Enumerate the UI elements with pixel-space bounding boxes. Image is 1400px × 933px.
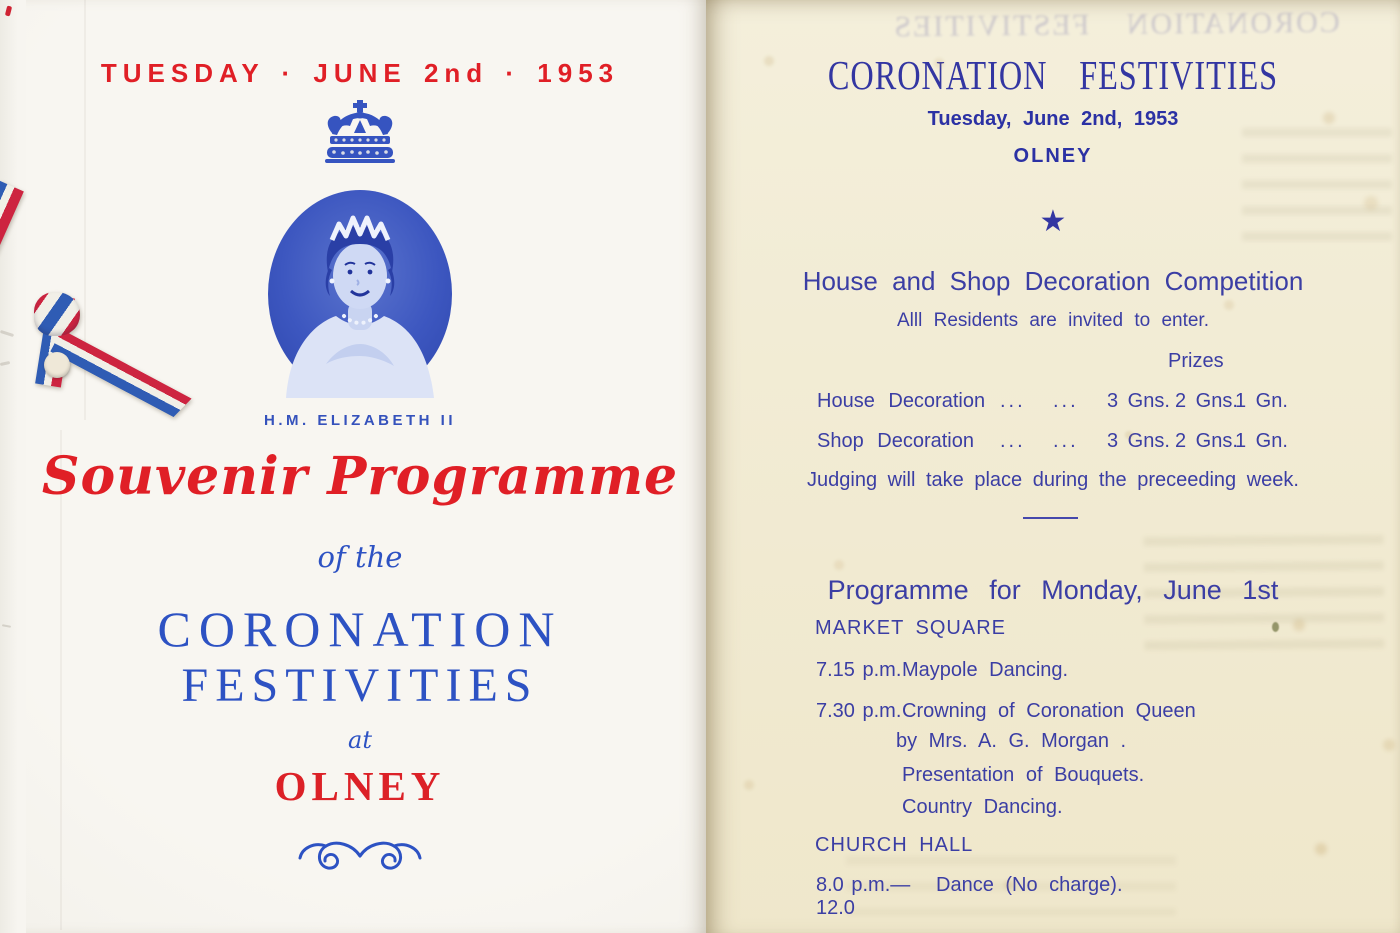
prize-row-label: House Decoration <box>817 390 986 412</box>
prize-first: 3 Gns. <box>1107 430 1170 452</box>
leader-dots: ... <box>1053 430 1079 452</box>
cover-title-line1: CORONATION <box>157 601 563 657</box>
prize-third: 1 Gn. <box>1235 430 1288 452</box>
olive-speck <box>1272 622 1279 632</box>
leader-dots: ... <box>1000 430 1026 452</box>
item-text: Presentation of Bouquets. <box>902 764 1145 786</box>
judging-note: Judging will take place during the preceeding week. <box>807 469 1299 491</box>
prize-row-label: Shop Decoration <box>817 430 974 452</box>
venue-market-square: MARKET SQUARE <box>815 617 1006 639</box>
section-divider <box>1023 517 1078 519</box>
prize-first: 3 Gns. <box>1107 390 1170 412</box>
programme-item <box>816 874 1123 920</box>
ribbon-knot <box>34 292 80 336</box>
souvenir-script-title: Souvenir Programme <box>41 446 679 507</box>
prizes-label: Prizes <box>1168 350 1224 372</box>
item-time: 7.15 p.m. <box>816 659 902 681</box>
programme-item <box>816 659 1068 682</box>
leader-dots: ... <box>1000 390 1026 412</box>
ribbon-band-tail <box>50 329 192 420</box>
venue-church-hall: CHURCH HALL <box>815 834 974 856</box>
item-text: Country Dancing. <box>902 796 1063 818</box>
item-time <box>816 764 902 787</box>
cover-place: OLNEY <box>274 763 446 809</box>
flourish-icon <box>14 838 706 883</box>
programme-heading: Programme for Monday, June 1st <box>827 575 1279 605</box>
item-text: Maypole Dancing. <box>902 659 1069 681</box>
portrait-caption: H.M. ELIZABETH II <box>264 412 456 429</box>
item-text: Dance (No charge). <box>936 874 1123 896</box>
ribbon-band-upper <box>0 181 24 306</box>
item-text: Crowning of Coronation Queen <box>902 700 1196 722</box>
programme-page <box>706 0 1400 933</box>
programme-item <box>816 796 1063 819</box>
star-icon: ★ <box>1039 205 1067 238</box>
at-text: at <box>348 726 372 754</box>
programme-item <box>816 764 1144 787</box>
programme-item <box>816 700 1196 753</box>
prize-row <box>817 390 1357 416</box>
competition-heading: House and Shop Decoration Competition <box>802 266 1304 296</box>
prize-second: 2 Gns. <box>1175 390 1238 412</box>
inner-place: OLNEY <box>1013 145 1093 167</box>
leader-dots: ... <box>1053 390 1079 412</box>
prize-second: 2 Gns. <box>1175 430 1238 452</box>
ribbon <box>0 0 230 440</box>
age-spots <box>706 0 712 6</box>
competition-invite: Alll Residents are invited to enter. <box>897 310 1209 331</box>
item-time <box>816 796 902 819</box>
item-time: 7.30 p.m. <box>816 700 902 722</box>
item-time: 8.0 p.m.—12.0 <box>816 874 911 919</box>
inner-date: Tuesday, June 2nd, 1953 <box>927 108 1179 130</box>
inner-title: CORONATION FESTIVITIES <box>827 54 1279 99</box>
of-the-text: of the <box>317 540 403 574</box>
show-through-text: CORONATION FESTIVITIES <box>892 5 1340 44</box>
prize-third: 1 Gn. <box>1235 390 1288 412</box>
cover-title-line2: FESTIVITIES <box>181 659 539 712</box>
paper-eyelet <box>44 352 70 378</box>
cover-date-line: TUESDAY · JUNE 2nd · 1953 <box>100 58 620 88</box>
prize-row <box>817 430 1357 456</box>
item-text-continued: by Mrs. A. G. Morgan . <box>896 730 1127 752</box>
